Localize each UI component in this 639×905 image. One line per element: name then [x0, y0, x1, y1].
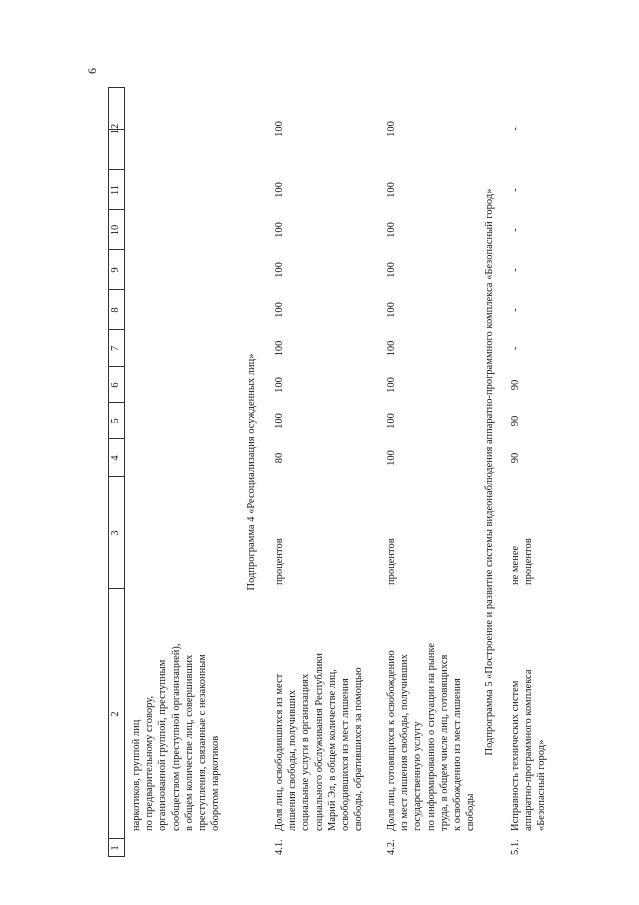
- row-5-1-value-col4: 90: [510, 452, 521, 464]
- header-bottom-border: [124, 87, 125, 857]
- text-line: процентов: [523, 538, 535, 585]
- text-line: по предварительному сговору,: [144, 695, 156, 831]
- column-header-12: 12: [110, 123, 121, 135]
- text-line: преступления, связанные с незаконным: [197, 654, 209, 831]
- text-line: к освобождению из мест лишения: [452, 678, 464, 831]
- text-line: сообществом (преступной организацией),: [170, 643, 182, 831]
- text-line: государственную услугу: [412, 721, 424, 831]
- row-4-2-value-col5: 100: [386, 413, 397, 429]
- row-5-1-unit: [509, 538, 535, 585]
- subprogram-4-heading: Подпрограмма 4 «Ресоциализация осужденных лиц»: [246, 353, 257, 591]
- column-header-10: 10: [110, 224, 121, 236]
- row-5-1-value-col11: -: [510, 188, 521, 192]
- row-4-1-indicator: [273, 591, 365, 831]
- row-4-2-value-col4: 100: [386, 450, 397, 466]
- row-5-1-value-col6: 90: [510, 379, 521, 391]
- row-5-1-number: 5.1.: [510, 839, 521, 855]
- text-line: свободы, обратившихся за помощью: [353, 667, 365, 831]
- row-4-1-value-col6: 100: [274, 377, 285, 393]
- table-top-border: [108, 87, 109, 857]
- row-4-2-value-col8: 100: [386, 302, 397, 318]
- row-4-2-number: 4.2.: [386, 839, 397, 855]
- text-line: в общем количестве лиц, совершивших: [183, 654, 195, 831]
- column-header-9: 9: [110, 267, 121, 273]
- text-line: «Безопасный город»: [536, 739, 548, 831]
- column-header-1: 1: [110, 845, 121, 851]
- column-header-5: 5: [110, 418, 121, 424]
- row-4-1-value-col10: 100: [274, 222, 285, 238]
- text-line: освободившихся из мест лишения: [340, 678, 352, 831]
- text-line: свободы: [465, 793, 477, 831]
- row-4-2-value-col11: 100: [386, 182, 397, 198]
- text-line: оборотом наркотиков: [210, 735, 222, 831]
- row-4-1-value-col12: 100: [274, 121, 285, 137]
- row-4-1-number: 4.1.: [274, 839, 285, 855]
- row-4-2-value-col7: 100: [386, 340, 397, 357]
- text-line: наркотиков, группой лиц: [131, 719, 142, 831]
- text-line: Исправность технических систем: [510, 680, 521, 831]
- row-4-2-indicator: [385, 591, 477, 831]
- row-4-1-value-col7: 100: [274, 340, 285, 357]
- column-header-8: 8: [110, 307, 121, 313]
- row-4-2-value-col12: 100: [386, 121, 397, 137]
- text-line: аппаратно-программного комплекса: [523, 669, 535, 831]
- column-header-3: 3: [110, 530, 121, 536]
- column-header-11: 11: [110, 184, 121, 196]
- row-4-1-value-col4: 80: [274, 452, 285, 464]
- text-line: лишения свободы, получивших: [287, 689, 299, 831]
- text-line: Доля лиц, готовящихся к освобождению: [386, 650, 397, 831]
- text-line: по информированию о ситуации на рынке: [425, 642, 437, 831]
- row-4-1-unit: процентов: [274, 538, 285, 585]
- column-header-7: 7: [110, 345, 121, 352]
- text-line: социальные услуги в организациях: [300, 673, 312, 831]
- row-4-2-value-col9: 100: [386, 262, 397, 278]
- column-header-6: 6: [110, 382, 121, 388]
- text-line: социального обслуживания Республики: [313, 652, 325, 831]
- row-5-1-value-col8: -: [510, 308, 521, 312]
- row-5-1-value-col10: -: [510, 228, 521, 232]
- row-5-1-value-col7: -: [510, 346, 521, 351]
- row-4-1-value-col5: 100: [274, 413, 285, 429]
- text-line: не менее: [510, 545, 521, 585]
- row-4-2-value-col10: 100: [386, 222, 397, 238]
- text-line: организованной группой, преступным: [157, 659, 169, 831]
- row-5-1-value-col12: -: [510, 127, 521, 131]
- row-4-2-value-col6: 100: [386, 377, 397, 393]
- column-header-4: 4: [110, 455, 121, 461]
- rotated-table-sheet: [108, 87, 548, 857]
- row-4-1-value-col8: 100: [274, 302, 285, 318]
- text-line: из мест лишения свободы, получивших: [399, 654, 411, 831]
- continuation-indicator-text: [130, 591, 222, 831]
- column-header-2: 2: [110, 711, 121, 717]
- text-line: Марий Эл, в общем количестве лиц,: [326, 669, 338, 831]
- text-line: труда, в общем числе лиц, готовящихся: [438, 654, 450, 831]
- row-5-1-value-col9: -: [510, 268, 521, 272]
- subprogram-5-heading: Подпрограмма 5 «Построение и развитие системы видеонаблюдения аппаратно-программного комплекса «Безопасный город»: [484, 188, 495, 756]
- row-4-2-unit: процентов: [386, 538, 397, 585]
- row-4-1-value-col9: 100: [274, 262, 285, 278]
- row-5-1-indicator: [509, 591, 549, 831]
- row-5-1-value-col5: 90: [510, 415, 521, 427]
- text-line: Доля лиц, освободившихся из мест: [274, 673, 285, 831]
- page-number: 6: [85, 68, 99, 74]
- row-4-1-value-col11: 100: [274, 182, 285, 198]
